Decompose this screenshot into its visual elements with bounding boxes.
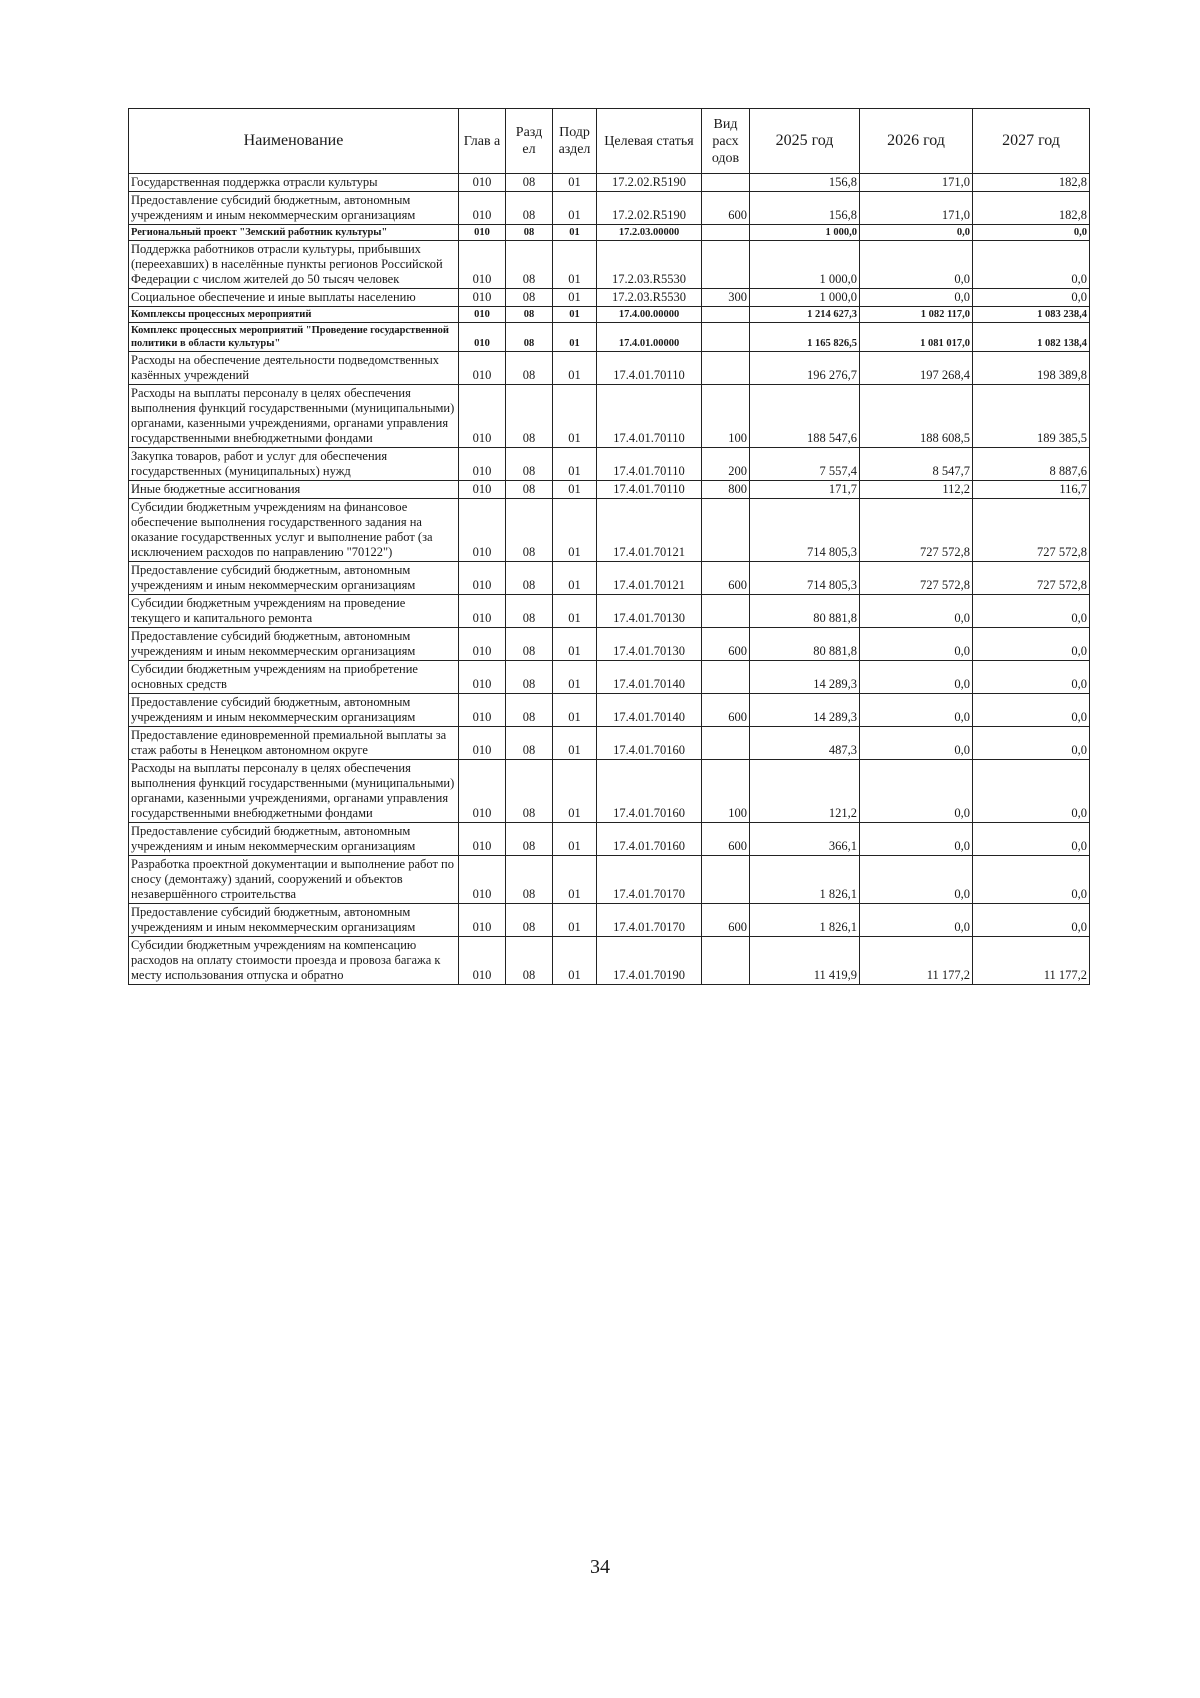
cell-2027: 189 385,5 [973, 385, 1090, 448]
cell-2027: 1 082 138,4 [973, 323, 1090, 352]
cell-podrazdel: 01 [553, 323, 597, 352]
cell-2027: 0,0 [973, 595, 1090, 628]
cell-2026: 0,0 [860, 694, 973, 727]
cell-2026: 1 082 117,0 [860, 307, 973, 323]
cell-2027: 0,0 [973, 289, 1090, 307]
cell-2026: 11 177,2 [860, 937, 973, 985]
budget-table [128, 108, 1090, 985]
cell-podrazdel: 01 [553, 904, 597, 937]
cell-razdel: 08 [506, 904, 553, 937]
cell-name: Комплексы процессных мероприятий [129, 307, 459, 323]
table-body [129, 174, 1090, 985]
cell-2027: 0,0 [973, 241, 1090, 289]
table-row [129, 562, 1090, 595]
cell-razdel: 08 [506, 192, 553, 225]
cell-glava: 010 [459, 595, 506, 628]
cell-podrazdel: 01 [553, 481, 597, 499]
cell-2026: 0,0 [860, 760, 973, 823]
cell-2027: 0,0 [973, 760, 1090, 823]
cell-razdel: 08 [506, 823, 553, 856]
cell-glava: 010 [459, 448, 506, 481]
cell-glava: 010 [459, 385, 506, 448]
cell-2026: 0,0 [860, 289, 973, 307]
cell-2026: 0,0 [860, 856, 973, 904]
cell-2026: 188 608,5 [860, 385, 973, 448]
cell-2026: 0,0 [860, 823, 973, 856]
table-header-row [129, 109, 1090, 174]
cell-vid [702, 595, 750, 628]
cell-podrazdel: 01 [553, 937, 597, 985]
cell-podrazdel: 01 [553, 499, 597, 562]
cell-glava: 010 [459, 289, 506, 307]
cell-2027: 198 389,8 [973, 352, 1090, 385]
cell-2026: 0,0 [860, 661, 973, 694]
cell-2027: 0,0 [973, 661, 1090, 694]
cell-razdel: 08 [506, 225, 553, 241]
table-row [129, 823, 1090, 856]
cell-2027: 0,0 [973, 856, 1090, 904]
cell-podrazdel: 01 [553, 595, 597, 628]
cell-vid [702, 323, 750, 352]
cell-name: Расходы на выплаты персоналу в целях обеспечения выполнения функций государственными (муниципальными) органами, казенными учреждениями, органами управления государственными внебюджетными фондами [129, 760, 459, 823]
cell-vid: 600 [702, 192, 750, 225]
cell-razdel: 08 [506, 856, 553, 904]
cell-2025: 171,7 [750, 481, 860, 499]
cell-glava: 010 [459, 192, 506, 225]
cell-razdel: 08 [506, 385, 553, 448]
cell-name: Предоставление субсидий бюджетным, автономным учреждениям и иным некоммерческим организациям [129, 904, 459, 937]
cell-podrazdel: 01 [553, 174, 597, 192]
cell-vid [702, 307, 750, 323]
cell-name: Предоставление субсидий бюджетным, автономным учреждениям и иным некоммерческим организациям [129, 694, 459, 727]
cell-target: 17.4.01.70170 [597, 856, 702, 904]
cell-target: 17.2.02.R5190 [597, 192, 702, 225]
cell-podrazdel: 01 [553, 661, 597, 694]
cell-2026: 171,0 [860, 174, 973, 192]
cell-2027: 0,0 [973, 727, 1090, 760]
cell-name: Иные бюджетные ассигнования [129, 481, 459, 499]
cell-glava: 010 [459, 562, 506, 595]
cell-razdel: 08 [506, 562, 553, 595]
table-row [129, 937, 1090, 985]
cell-razdel: 08 [506, 481, 553, 499]
cell-2025: 366,1 [750, 823, 860, 856]
cell-vid: 600 [702, 628, 750, 661]
cell-glava: 010 [459, 856, 506, 904]
cell-podrazdel: 01 [553, 856, 597, 904]
cell-2026: 0,0 [860, 727, 973, 760]
cell-target: 17.4.01.70160 [597, 727, 702, 760]
page-number: 34 [590, 1556, 610, 1578]
table-row [129, 499, 1090, 562]
cell-name: Поддержка работников отрасли культуры, прибывших (переехавших) в населённые пункты регионов Российской Федерации с числом жителей до 50 тысяч человек [129, 241, 459, 289]
cell-vid: 600 [702, 823, 750, 856]
cell-vid [702, 727, 750, 760]
cell-vid: 600 [702, 694, 750, 727]
cell-podrazdel: 01 [553, 307, 597, 323]
cell-2025: 14 289,3 [750, 661, 860, 694]
cell-vid: 300 [702, 289, 750, 307]
cell-target: 17.4.01.70140 [597, 661, 702, 694]
cell-target: 17.4.01.70121 [597, 499, 702, 562]
cell-2025: 1 000,0 [750, 289, 860, 307]
cell-2026: 727 572,8 [860, 562, 973, 595]
cell-target: 17.4.00.00000 [597, 307, 702, 323]
cell-glava: 010 [459, 241, 506, 289]
cell-vid: 200 [702, 448, 750, 481]
cell-glava: 010 [459, 352, 506, 385]
cell-podrazdel: 01 [553, 289, 597, 307]
cell-podrazdel: 01 [553, 823, 597, 856]
cell-2025: 196 276,7 [750, 352, 860, 385]
table-row [129, 661, 1090, 694]
cell-2027: 727 572,8 [973, 562, 1090, 595]
cell-2026: 0,0 [860, 904, 973, 937]
cell-glava: 010 [459, 727, 506, 760]
cell-2025: 156,8 [750, 174, 860, 192]
cell-name: Предоставление субсидий бюджетным, автономным учреждениям и иным некоммерческим организациям [129, 823, 459, 856]
cell-2025: 188 547,6 [750, 385, 860, 448]
budget-table-container [128, 108, 1089, 985]
cell-2025: 7 557,4 [750, 448, 860, 481]
cell-2025: 156,8 [750, 192, 860, 225]
cell-glava: 010 [459, 499, 506, 562]
table-row [129, 385, 1090, 448]
cell-2027: 0,0 [973, 694, 1090, 727]
cell-target: 17.4.01.70190 [597, 937, 702, 985]
cell-2026: 0,0 [860, 225, 973, 241]
cell-glava: 010 [459, 904, 506, 937]
cell-glava: 010 [459, 225, 506, 241]
cell-2025: 1 214 627,3 [750, 307, 860, 323]
cell-2026: 0,0 [860, 241, 973, 289]
cell-2025: 487,3 [750, 727, 860, 760]
cell-glava: 010 [459, 694, 506, 727]
cell-name: Расходы на выплаты персоналу в целях обеспечения выполнения функций государственными (муниципальными) органами, казенными учреждениями, органами управления государственными внебюджетными фондами [129, 385, 459, 448]
cell-vid: 800 [702, 481, 750, 499]
table-row [129, 307, 1090, 323]
cell-name: Государственная поддержка отрасли культуры [129, 174, 459, 192]
cell-2026: 1 081 017,0 [860, 323, 973, 352]
table-row [129, 856, 1090, 904]
cell-razdel: 08 [506, 448, 553, 481]
header-vid: Вид расх одов [702, 109, 750, 174]
cell-podrazdel: 01 [553, 352, 597, 385]
cell-podrazdel: 01 [553, 727, 597, 760]
cell-razdel: 08 [506, 937, 553, 985]
cell-razdel: 08 [506, 661, 553, 694]
cell-target: 17.2.03.00000 [597, 225, 702, 241]
cell-2027: 0,0 [973, 225, 1090, 241]
cell-glava: 010 [459, 937, 506, 985]
cell-2025: 11 419,9 [750, 937, 860, 985]
cell-podrazdel: 01 [553, 694, 597, 727]
cell-razdel: 08 [506, 323, 553, 352]
table-row [129, 352, 1090, 385]
cell-razdel: 08 [506, 289, 553, 307]
cell-2025: 80 881,8 [750, 628, 860, 661]
cell-name: Региональный проект "Земский работник культуры" [129, 225, 459, 241]
cell-target: 17.2.02.R5190 [597, 174, 702, 192]
cell-2026: 727 572,8 [860, 499, 973, 562]
cell-glava: 010 [459, 661, 506, 694]
table-row [129, 481, 1090, 499]
table-row [129, 241, 1090, 289]
header-glava: Глав а [459, 109, 506, 174]
cell-glava: 010 [459, 323, 506, 352]
cell-vid [702, 241, 750, 289]
cell-vid [702, 352, 750, 385]
cell-podrazdel: 01 [553, 562, 597, 595]
cell-vid: 100 [702, 760, 750, 823]
cell-name: Социальное обеспечение и иные выплаты населению [129, 289, 459, 307]
cell-razdel: 08 [506, 352, 553, 385]
cell-2027: 182,8 [973, 174, 1090, 192]
cell-2027: 0,0 [973, 823, 1090, 856]
cell-glava: 010 [459, 174, 506, 192]
cell-name: Предоставление единовременной премиальной выплаты за стаж работы в Ненецком автономном округе [129, 727, 459, 760]
cell-name: Предоставление субсидий бюджетным, автономным учреждениям и иным некоммерческим организациям [129, 628, 459, 661]
cell-podrazdel: 01 [553, 628, 597, 661]
cell-2027: 11 177,2 [973, 937, 1090, 985]
cell-razdel: 08 [506, 499, 553, 562]
header-razdel: Разд ел [506, 109, 553, 174]
cell-2025: 14 289,3 [750, 694, 860, 727]
cell-glava: 010 [459, 760, 506, 823]
cell-target: 17.4.01.70170 [597, 904, 702, 937]
cell-2025: 714 805,3 [750, 562, 860, 595]
table-row [129, 448, 1090, 481]
header-2025: 2025 год [750, 109, 860, 174]
header-podrazdel: Подр аздел [553, 109, 597, 174]
table-row [129, 289, 1090, 307]
cell-2025: 1 000,0 [750, 225, 860, 241]
cell-razdel: 08 [506, 595, 553, 628]
cell-vid [702, 225, 750, 241]
cell-target: 17.4.01.00000 [597, 323, 702, 352]
table-row [129, 225, 1090, 241]
cell-name: Предоставление субсидий бюджетным, автономным учреждениям и иным некоммерческим организациям [129, 562, 459, 595]
cell-target: 17.4.01.70130 [597, 595, 702, 628]
cell-2027: 1 083 238,4 [973, 307, 1090, 323]
cell-2027: 182,8 [973, 192, 1090, 225]
table-row [129, 727, 1090, 760]
cell-razdel: 08 [506, 694, 553, 727]
cell-razdel: 08 [506, 727, 553, 760]
cell-2026: 8 547,7 [860, 448, 973, 481]
cell-podrazdel: 01 [553, 225, 597, 241]
cell-glava: 010 [459, 823, 506, 856]
cell-vid: 100 [702, 385, 750, 448]
cell-2026: 112,2 [860, 481, 973, 499]
cell-razdel: 08 [506, 241, 553, 289]
cell-target: 17.4.01.70110 [597, 352, 702, 385]
cell-name: Расходы на обеспечение деятельности подведомственных казённых учреждений [129, 352, 459, 385]
header-target: Целевая статья [597, 109, 702, 174]
cell-2027: 0,0 [973, 904, 1090, 937]
cell-2026: 171,0 [860, 192, 973, 225]
table-row [129, 192, 1090, 225]
cell-razdel: 08 [506, 628, 553, 661]
cell-2025: 1 826,1 [750, 904, 860, 937]
cell-vid [702, 499, 750, 562]
cell-target: 17.4.01.70130 [597, 628, 702, 661]
cell-name: Субсидии бюджетным учреждениям на проведение текущего и капитального ремонта [129, 595, 459, 628]
cell-glava: 010 [459, 628, 506, 661]
table-row [129, 323, 1090, 352]
cell-name: Субсидии бюджетным учреждениям на приобретение основных средств [129, 661, 459, 694]
cell-vid: 600 [702, 562, 750, 595]
cell-podrazdel: 01 [553, 760, 597, 823]
header-2027: 2027 год [973, 109, 1090, 174]
cell-2025: 1 000,0 [750, 241, 860, 289]
table-row [129, 760, 1090, 823]
cell-2025: 1 165 826,5 [750, 323, 860, 352]
table-row [129, 694, 1090, 727]
cell-razdel: 08 [506, 174, 553, 192]
cell-2026: 197 268,4 [860, 352, 973, 385]
cell-name: Субсидии бюджетным учреждениям на финансовое обеспечение выполнения государственного задания на оказание государственных услуг и выполнение работ (за исключением расходов по направлению "70122") [129, 499, 459, 562]
cell-2027: 727 572,8 [973, 499, 1090, 562]
cell-podrazdel: 01 [553, 385, 597, 448]
cell-podrazdel: 01 [553, 241, 597, 289]
table-row [129, 628, 1090, 661]
cell-glava: 010 [459, 307, 506, 323]
header-2026: 2026 год [860, 109, 973, 174]
cell-target: 17.4.01.70110 [597, 448, 702, 481]
cell-2027: 0,0 [973, 628, 1090, 661]
cell-2027: 8 887,6 [973, 448, 1090, 481]
cell-2025: 80 881,8 [750, 595, 860, 628]
table-row [129, 174, 1090, 192]
cell-razdel: 08 [506, 760, 553, 823]
cell-2025: 714 805,3 [750, 499, 860, 562]
cell-2025: 121,2 [750, 760, 860, 823]
cell-target: 17.4.01.70160 [597, 823, 702, 856]
cell-podrazdel: 01 [553, 448, 597, 481]
cell-target: 17.4.01.70110 [597, 385, 702, 448]
cell-target: 17.2.03.R5530 [597, 241, 702, 289]
cell-podrazdel: 01 [553, 192, 597, 225]
cell-vid [702, 856, 750, 904]
cell-name: Предоставление субсидий бюджетным, автономным учреждениям и иным некоммерческим организациям [129, 192, 459, 225]
cell-target: 17.4.01.70121 [597, 562, 702, 595]
cell-vid [702, 937, 750, 985]
cell-target: 17.2.03.R5530 [597, 289, 702, 307]
cell-glava: 010 [459, 481, 506, 499]
cell-2025: 1 826,1 [750, 856, 860, 904]
table-row [129, 904, 1090, 937]
cell-name: Субсидии бюджетным учреждениям на компенсацию расходов на оплату стоимости проезда и провоза багажа к месту использования отпуска и обратно [129, 937, 459, 985]
cell-target: 17.4.01.70110 [597, 481, 702, 499]
cell-vid [702, 661, 750, 694]
cell-razdel: 08 [506, 307, 553, 323]
cell-2026: 0,0 [860, 628, 973, 661]
cell-name: Разработка проектной документации и выполнение работ по сносу (демонтажу) зданий, сооружений и объектов незавершённого строительства [129, 856, 459, 904]
cell-target: 17.4.01.70140 [597, 694, 702, 727]
header-name: Наименование [129, 109, 459, 174]
table-row [129, 595, 1090, 628]
cell-vid: 600 [702, 904, 750, 937]
cell-name: Закупка товаров, работ и услуг для обеспечения государственных (муниципальных) нужд [129, 448, 459, 481]
cell-vid [702, 174, 750, 192]
cell-2027: 116,7 [973, 481, 1090, 499]
cell-2026: 0,0 [860, 595, 973, 628]
cell-name: Комплекс процессных мероприятий "Проведение государственной политики в области культуры" [129, 323, 459, 352]
cell-target: 17.4.01.70160 [597, 760, 702, 823]
